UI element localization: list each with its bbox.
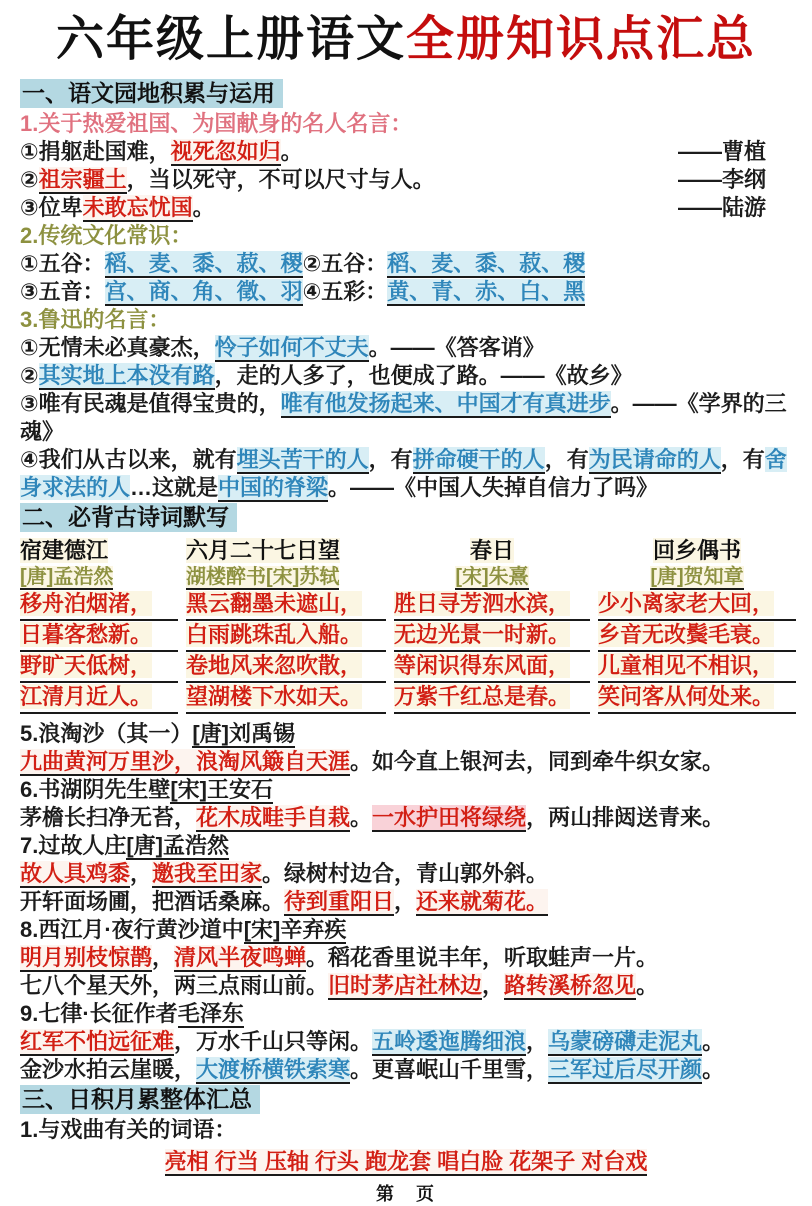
- poem-lines: [598, 590, 796, 714]
- text-segment: 。稻花香里说丰年，听取蛙声一片。: [306, 945, 659, 970]
- section-3-content: [20, 1116, 792, 1176]
- text-segment: 稻、麦、黍、菽、稷: [387, 251, 586, 276]
- text-line: [20, 362, 792, 390]
- text-segment: 红军不怕远征难: [20, 1029, 175, 1054]
- text-segment: ③五音：: [20, 279, 105, 304]
- quote-line: [20, 194, 792, 222]
- poem-author-text: [唐]孟浩然: [20, 566, 114, 588]
- text-line: [20, 446, 792, 502]
- text-segment: 邀我至田家: [152, 861, 263, 886]
- text-segment: 5.浪淘沙（其一）: [20, 721, 193, 746]
- text-segment: 黄、青、赤、白、黑: [387, 279, 586, 304]
- text-segment: ，: [394, 889, 417, 914]
- text-line: [20, 944, 792, 972]
- text-segment: 8.西江月·夜行黄沙道中: [20, 917, 244, 942]
- text-line: [20, 832, 792, 860]
- text-segment: [唐]刘禹锡: [192, 721, 296, 746]
- text-segment: 乌蒙磅礴走泥丸: [548, 1029, 703, 1054]
- text-line: [20, 1028, 792, 1056]
- text-line: [20, 222, 792, 250]
- poem-line: [20, 621, 178, 652]
- text-segment: ③唯有民魂是值得宝贵的，: [20, 391, 281, 416]
- text-segment: 稻、麦、黍、菽、稷: [104, 251, 303, 276]
- text-segment: 旧时茅店社林边: [328, 973, 483, 998]
- text-segment: 清风半夜鸣蝉: [174, 945, 307, 970]
- section-3: [20, 1084, 792, 1176]
- text-segment: 舍身求法的人: [20, 447, 787, 500]
- text-segment: 。: [192, 195, 215, 220]
- text-segment: 其实地上本没有路: [38, 363, 215, 388]
- text-segment: ②五谷：: [302, 251, 388, 276]
- text-segment: ，: [152, 945, 175, 970]
- text-segment: 明月别枝惊鹊: [20, 945, 153, 970]
- text-segment: 为民请命的人: [588, 447, 721, 472]
- text-segment: ①捐躯赴国难，: [20, 139, 171, 164]
- poem-line: [20, 590, 178, 621]
- text-segment: 五岭逶迤腾细浪: [372, 1029, 527, 1054]
- poem-line-text: 日暮客愁新。: [20, 622, 153, 647]
- text-segment: 茅檐长扫净无苔，: [20, 805, 197, 830]
- section-3-heading: 三、日积月累整体汇总: [20, 1085, 260, 1114]
- text-line: [20, 334, 792, 362]
- text-line: [20, 804, 792, 832]
- section-1: [20, 78, 792, 502]
- poem-author-text: [唐]贺知章: [650, 566, 744, 588]
- poem-line: [186, 652, 386, 683]
- poem-line-text: 卷地风来忽吹散，: [186, 653, 363, 678]
- text-segment: 毛泽东: [177, 1001, 244, 1026]
- text-segment: 花木成畦手自栽: [196, 805, 351, 830]
- poem-lines: [186, 590, 386, 714]
- text-segment: 拼命硬干的人: [412, 447, 545, 472]
- text-segment: 怜子如何不丈夫: [214, 335, 369, 360]
- text-segment: 。更喜岷山千里雪，: [350, 1057, 549, 1082]
- text-segment: 。: [280, 139, 303, 164]
- text-segment: ②: [20, 363, 39, 388]
- text-segment: 路转溪桥忽见: [504, 973, 637, 998]
- text-line: [20, 278, 792, 306]
- quote-author: ——陆游: [677, 195, 766, 220]
- text-line: [20, 1056, 792, 1084]
- text-segment: 祖宗疆土: [38, 167, 127, 192]
- text-segment: ②: [20, 167, 39, 192]
- text-segment: 。: [350, 805, 373, 830]
- poem-title: [598, 537, 796, 564]
- poem-line: [186, 683, 386, 714]
- text-line: [20, 916, 792, 944]
- text-segment: 7.过故人庄: [20, 833, 127, 858]
- poem-line: [598, 683, 796, 714]
- text-segment: ①无情未必真豪杰，: [20, 335, 215, 360]
- text-segment: 还来就菊花。: [416, 889, 549, 914]
- text-segment: 七八个星天外，两三点雨山前。: [20, 973, 329, 998]
- title-part-black: 六年级上册语文: [55, 13, 406, 66]
- poem-line-text: 儿童相见不相识，: [598, 653, 775, 678]
- text-segment: 一水护田将绿绕: [372, 805, 527, 830]
- text-segment: 。: [702, 1057, 725, 1082]
- poem-line: [20, 652, 178, 683]
- poem-line: [598, 652, 796, 683]
- poem-author: [394, 564, 590, 590]
- text-segment: …这就是: [130, 475, 219, 500]
- text-segment: 。如今直上银河去，同到牵牛织女家。: [350, 749, 725, 774]
- text-line: [20, 390, 792, 446]
- poem-column-4: [598, 537, 796, 714]
- poem-author: [20, 564, 178, 590]
- poem-author: [186, 564, 386, 590]
- section-2: [20, 502, 792, 1084]
- poem-line-text: 野旷天低树，: [20, 653, 153, 678]
- text-line: [20, 1148, 792, 1176]
- text-segment: ，有: [720, 447, 765, 472]
- poem-title: [20, 537, 178, 564]
- text-segment: ，有: [368, 447, 413, 472]
- text-segment: [宋]辛弃疾: [243, 917, 347, 942]
- text-line: [20, 1000, 792, 1028]
- poem-column-1: [20, 537, 178, 714]
- poem-author: [598, 564, 796, 590]
- poem-column-2: [186, 537, 386, 714]
- section-2-heading: 二、必背古诗词默写: [20, 503, 237, 532]
- section-1-content: [20, 110, 792, 502]
- text-segment: ，有: [544, 447, 589, 472]
- poem-line-text: 笑问客从何处来。: [598, 684, 775, 709]
- page-footer: 第 页: [376, 1184, 436, 1204]
- text-line: [20, 1116, 792, 1144]
- text-segment: 3.鲁迅的名言：: [20, 307, 171, 332]
- text-segment: ，当以死守，不可以尺寸与人。: [126, 167, 435, 192]
- text-segment: 9.七律·长征作者: [20, 1001, 178, 1026]
- section-1-heading: 一、语文园地积累与运用: [20, 79, 283, 108]
- text-segment: 中国的脊梁: [218, 475, 329, 500]
- poem-lines: [394, 590, 590, 714]
- quote-author: ——李纲: [677, 167, 766, 192]
- poem-line: [394, 683, 590, 714]
- poem-title-text: 春日: [469, 538, 514, 563]
- text-line: [20, 888, 792, 916]
- poem-line-text: 万紫千红总是春。: [394, 684, 571, 709]
- text-segment: 。——《中国人失掉自信力了吗》: [328, 475, 659, 500]
- quote-author: ——曹植: [677, 139, 766, 164]
- text-segment: 未敢忘忧国: [82, 195, 193, 220]
- page-title: [20, 10, 792, 70]
- text-segment: ①五谷：: [20, 251, 105, 276]
- text-segment: ，: [482, 973, 505, 998]
- text-line: [20, 306, 792, 334]
- poem-line-text: 移舟泊烟渚，: [20, 591, 153, 616]
- poem-lines: [20, 590, 178, 714]
- text-segment: 视死忽如归: [170, 139, 281, 164]
- text-line: [20, 720, 792, 748]
- text-segment: 。绿树村边合，青山郭外斜。: [262, 861, 549, 886]
- poem-line-text: 江清月近人。: [20, 684, 153, 709]
- text-segment: 1.关于热爱祖国、为国献身的名人名言：: [20, 111, 413, 136]
- text-segment: ，走的人多了，也便成了路。——《故乡》: [214, 363, 633, 388]
- text-segment: ，万水千山只等闲。: [174, 1029, 373, 1054]
- poem-title-text: 六月二十七日望: [186, 538, 341, 563]
- poem-line-text: 少小离家老大回，: [598, 591, 775, 616]
- text-segment: 九曲黄河万里沙，浪淘风簸自天涯: [20, 749, 351, 774]
- poem-line-text: 白雨跳珠乱入船。: [186, 622, 363, 647]
- text-segment: 1.与戏曲有关的词语：: [20, 1117, 237, 1142]
- text-segment: ，: [130, 861, 153, 886]
- poem-line: [598, 621, 796, 652]
- text-segment: 亮相 行当 压轴 行头 跑龙套 唱白脸 花架子 对台戏: [164, 1149, 648, 1174]
- text-segment: 开轩面场圃，把酒话桑麻。: [20, 889, 285, 914]
- text-segment: 三军过后尽开颜: [548, 1057, 703, 1082]
- text-segment: [唐]孟浩然: [126, 833, 230, 858]
- poem-line: [598, 590, 796, 621]
- poem-line-text: 乡音无改鬓毛衰。: [598, 622, 775, 647]
- text-line: [20, 110, 792, 138]
- poem-title-text: 回乡偶书: [652, 538, 741, 563]
- poem-line: [186, 590, 386, 621]
- text-segment: [宋]王安石: [170, 777, 274, 802]
- text-segment: 2.传统文化常识：: [20, 223, 193, 248]
- text-segment: ④五彩：: [302, 279, 388, 304]
- text-segment: 故人具鸡黍: [20, 861, 131, 886]
- text-line: [20, 972, 792, 1000]
- text-segment: 大渡桥横铁索寒: [196, 1057, 351, 1082]
- poem-line: [394, 621, 590, 652]
- text-segment: 。——《答客诮》: [368, 335, 545, 360]
- poem-table: [20, 537, 792, 714]
- poem-title-text: 宿建德江: [20, 538, 109, 563]
- text-segment: ③位卑: [20, 195, 83, 220]
- poem-title: [394, 537, 590, 564]
- quote-line: [20, 166, 792, 194]
- text-line: [20, 860, 792, 888]
- quote-line: [20, 138, 792, 166]
- text-line: [20, 748, 792, 776]
- poem-author-text: 湖楼醉书[宋]苏轼: [186, 566, 340, 588]
- poem-line-text: 望湖楼下水如天。: [186, 684, 363, 709]
- text-segment: 埋头苦干的人: [236, 447, 369, 472]
- text-segment: 唯有他发扬起来、中国才有真进步: [280, 391, 611, 416]
- poem-line-text: 无边光景一时新。: [394, 622, 571, 647]
- poem-line-text: 胜日寻芳泗水滨，: [394, 591, 571, 616]
- text-segment: 6.书湖阴先生壁: [20, 777, 171, 802]
- text-segment: 待到重阳日: [284, 889, 395, 914]
- numbered-poems-list: [20, 720, 792, 1084]
- text-segment: 金沙水拍云崖暖，: [20, 1057, 197, 1082]
- poem-author-text: [宋]朱熹: [455, 566, 529, 588]
- text-line: [20, 776, 792, 804]
- poem-line: [394, 590, 590, 621]
- title-part-red: 全册知识点汇总: [406, 13, 757, 66]
- poem-title: [186, 537, 386, 564]
- text-segment: ，两山排闼送青来。: [526, 805, 725, 830]
- poem-line-text: 黑云翻墨未遮山，: [186, 591, 363, 616]
- text-segment: ，: [526, 1029, 549, 1054]
- text-segment: ④我们从古以来，就有: [20, 447, 237, 472]
- poem-line: [20, 683, 178, 714]
- poem-column-3: [394, 537, 590, 714]
- poem-line-text: 等闲识得东风面，: [394, 653, 571, 678]
- text-segment: 宫、商、角、徵、羽: [104, 279, 303, 304]
- text-segment: 。: [636, 973, 659, 998]
- poem-line: [394, 652, 590, 683]
- text-segment: 。: [702, 1029, 725, 1054]
- text-segment: 。——《学界的三魂》: [20, 391, 787, 444]
- poem-line: [186, 621, 386, 652]
- text-line: [20, 250, 792, 278]
